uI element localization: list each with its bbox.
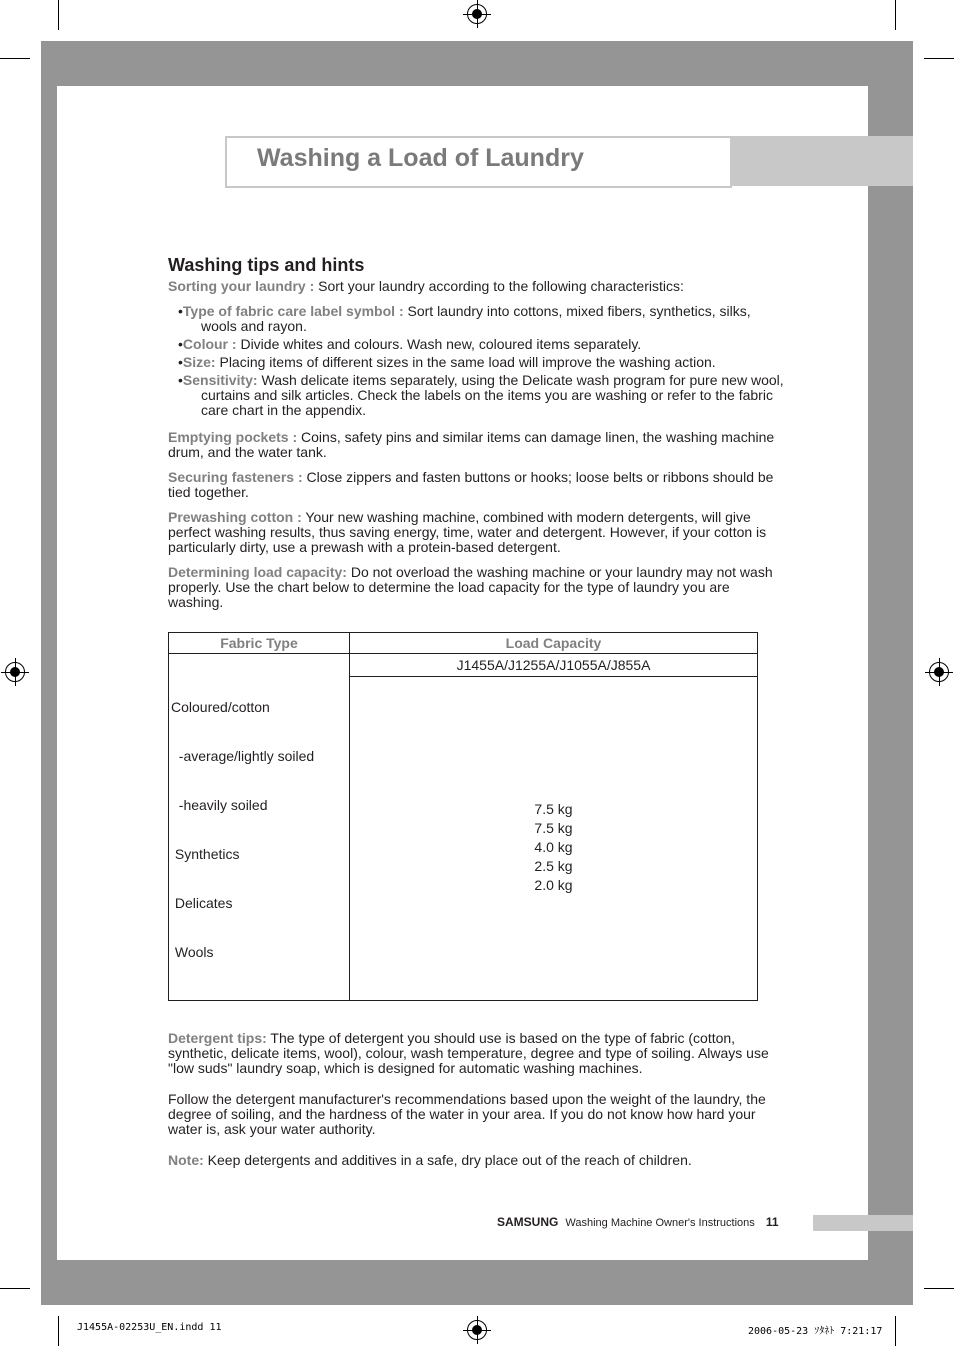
header-load-capacity: Load Capacity (350, 633, 758, 654)
crop-mark (895, 0, 896, 30)
sorting-label: Sorting your laundry : (168, 278, 315, 294)
footer-accent-bar (813, 1215, 913, 1231)
sorting-bullet-list (168, 304, 786, 418)
model-cell: J1455A/J1255A/J1055A/J855A (350, 654, 758, 677)
bullet-label: Size: (182, 354, 216, 370)
capacity-item: 2.0 kg (534, 876, 573, 893)
securing-label: Securing fasteners : (168, 469, 303, 485)
bullet-label: Type of fabric care label symbol : (182, 303, 404, 319)
capacity-cell (350, 677, 758, 1001)
follow-paragraph: Follow the detergent manufacturer's recommendations based upon the weight of the laundry, the degree of soiling, and the hardness of the water in your area. If you do not know how hard your water is, ask your water authority. (168, 1091, 766, 1137)
frame-bottom-bar (41, 1260, 913, 1305)
crop-mark (895, 1316, 896, 1346)
bullet-label: Colour : (182, 336, 237, 352)
note-label: Note: (168, 1152, 204, 1168)
page-number: 11 (765, 1215, 779, 1229)
note-paragraph (168, 1153, 786, 1168)
crop-mark (0, 1288, 30, 1289)
determining-paragraph (168, 565, 786, 610)
registration-mark-icon (467, 1320, 487, 1340)
load-capacity-table (168, 632, 758, 1001)
crop-mark (58, 0, 59, 30)
list-item (168, 355, 786, 370)
frame-top-bar (41, 41, 913, 86)
fabric-item: Coloured/cotton (171, 699, 270, 715)
bullet-label: Sensitivity: (182, 372, 258, 388)
slug-right: 2006-05-23 ｿﾀﾈﾄ 7:21:17 (748, 1326, 883, 1337)
header-fabric-type: Fabric Type (169, 633, 350, 654)
page-footer (497, 1215, 779, 1229)
capacity-item: 7.5 kg (534, 819, 573, 836)
emptying-text: Coins, safety pins and similar items can damage linen, the washing machine drum, and the water tank. (168, 429, 775, 460)
securing-text: Close zippers and fasten buttons or hooks; loose belts or ribbons should be tied together. (168, 469, 774, 500)
prewashing-paragraph (168, 510, 786, 555)
capacity-item: 4.0 kg (534, 838, 573, 855)
prewashing-label: Prewashing cotton : (168, 509, 302, 525)
list-item (168, 304, 786, 334)
list-item (168, 373, 786, 418)
title-accent-bar (728, 136, 913, 186)
table-header-row (169, 633, 758, 654)
detergent-paragraph (168, 1031, 786, 1076)
fabric-item: Delicates (171, 895, 233, 911)
note-text: Keep detergents and additives in a safe, dry place out of the reach of children. (203, 1152, 692, 1168)
bullet-text: Wash delicate items separately, using the Delicate wash program for pure new wool, curtains and silk articles. Check the labels on the items you are washing or refer to the fabric care chart in the appendix. (201, 372, 784, 418)
table-row (169, 654, 758, 677)
frame-right-bar (868, 41, 913, 1305)
registration-mark-icon (5, 662, 25, 682)
fabric-cell (169, 654, 350, 1001)
footer-text: Washing Machine Owner's Instructions (565, 1217, 755, 1229)
title-box (225, 136, 732, 188)
registration-mark-icon (929, 662, 949, 682)
crop-mark (0, 58, 30, 59)
fabric-item: Synthetics (171, 846, 240, 862)
fabric-item: -heavily soiled (171, 797, 268, 813)
determining-label: Determining load capacity: (168, 564, 347, 580)
detergent-text: The type of detergent you should use is based on the type of fabric (cotton, synthetic, delicate items, wool), colour, wash temperature, degree and type of soiling. Always use "low suds" laundry soap, which is designed for automatic washing machines. (168, 1030, 769, 1076)
bullet-text: Placing items of different sizes in the same load will improve the washing action. (215, 354, 716, 370)
capacity-item (350, 781, 757, 800)
emptying-label: Emptying pockets : (168, 429, 298, 445)
section-heading: Washing tips and hints (168, 255, 365, 275)
fabric-item: Wools (171, 944, 214, 960)
capacity-item: 7.5 kg (534, 800, 573, 817)
detergent-label: Detergent tips: (168, 1030, 267, 1046)
securing-paragraph (168, 470, 786, 500)
determining-text: Do not overload the washing machine or your laundry may not wash properly. Use the chart below to determine the load capacity for the type of laundry you are washing. (168, 564, 773, 610)
sorting-paragraph (168, 279, 786, 294)
fabric-item: -average/lightly soiled (171, 748, 315, 764)
crop-mark (924, 58, 954, 59)
crop-mark (58, 1316, 59, 1346)
sorting-text: Sort your laundry according to the following characteristics: (314, 278, 684, 294)
slug-left: J1455A-02253U_EN.indd 11 (77, 1322, 222, 1333)
main-content (168, 255, 786, 1178)
fabric-list (171, 668, 347, 992)
prewashing-text: Your new washing machine, combined with modern detergents, will give perfect washing results, thus saving energy, time, water and detergent. However, if your cotton is particularly dirty, use a prewash with a protein-based detergent. (168, 509, 767, 555)
frame-left-bar (41, 41, 57, 1305)
bullet-text: Divide whites and colours. Wash new, coloured items separately. (236, 336, 642, 352)
registration-mark-icon (467, 4, 487, 24)
capacity-item: 2.5 kg (534, 857, 573, 874)
capacity-list (350, 781, 757, 895)
emptying-paragraph (168, 430, 786, 460)
page-title: Washing a Load of Laundry (257, 144, 584, 172)
crop-mark (924, 1288, 954, 1289)
list-item (168, 337, 786, 352)
brand-logo: SAMSUNG (497, 1215, 559, 1229)
bullet-text: Sort laundry into cottons, mixed fibers, synthetics, silks, wools and rayon. (201, 303, 751, 334)
